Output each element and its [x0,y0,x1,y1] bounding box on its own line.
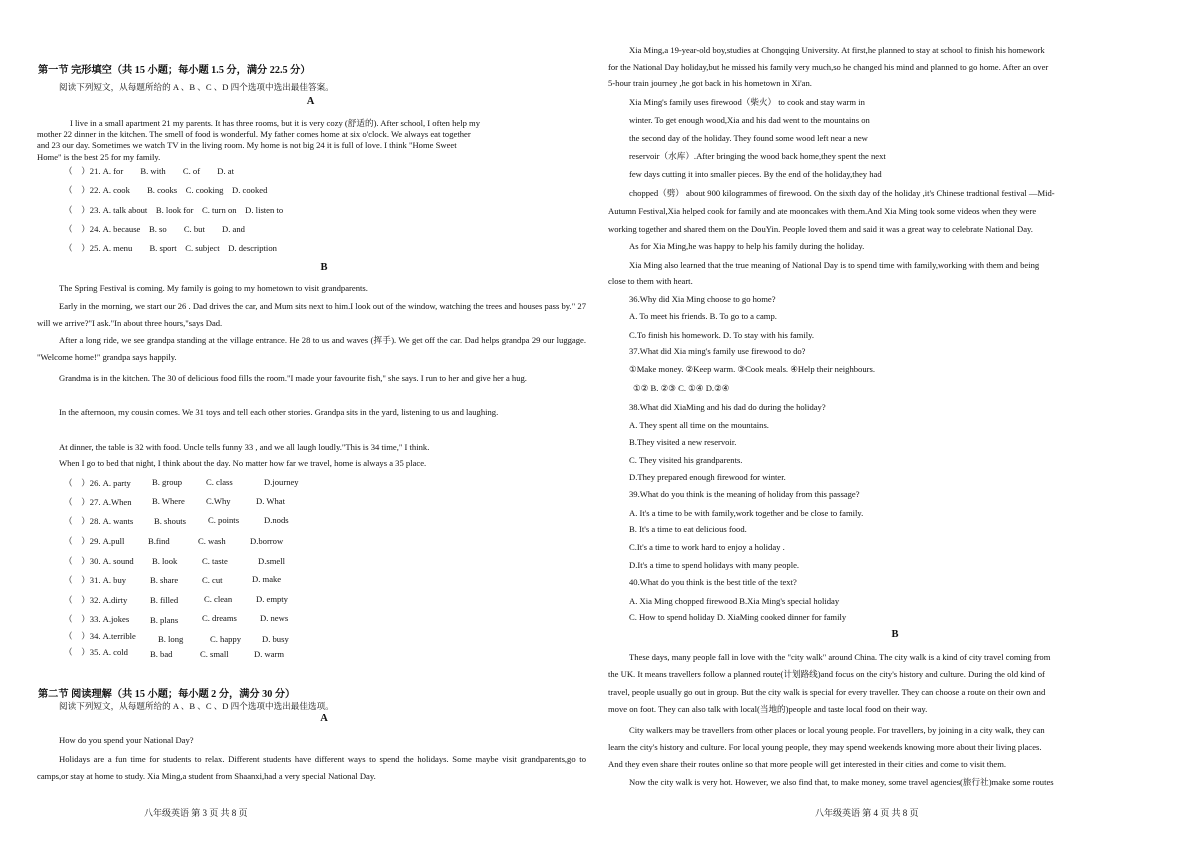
passage-b-line: move on foot. They can also talk with local(当地的)people and taste local food on their way. [608,704,928,714]
option-number: （ ）26. A. party [64,478,131,488]
story-line: 5-hour train journey ,he got back in his hometown in Xi'an. [608,78,812,88]
option-b: B.find [148,536,170,546]
option-number: （ ）35. A. cold [64,647,128,657]
option-d: D. What [256,496,285,506]
story-line: the second day of the holiday. They found some wood left near a new [629,133,868,143]
story-line: working together and shared them on the DouYin. People loved them and said it was a great way to celebrate National Day. [608,224,1033,234]
question-36: 36.Why did Xia Ming choose to go home? [629,294,776,304]
story-line: chopped（劈） about 900 kilogrammes of firewood. On the sixth day of the holiday ,it's Chinese tradtional festival —Mid- [629,188,1055,198]
question-21: （ ）21. A. for B. with C. of D. at [64,166,234,176]
option-number: （ ）27. A.When [64,497,132,507]
option-d: D.smell [258,556,285,566]
option-b: B. group [152,477,183,487]
passage-b-paragraph: Grandma is in the kitchen. The 30 of delicious food fills the room."I made your favourite fish," she says. I run to her and give her a hug. [59,373,527,383]
story-line: Xia Ming also learned that the true meaning of National Day is to spend time with family,working with them and being [629,260,1040,270]
story-line: for the National Day holiday,but he missed his family very much,so he changed his mind and planned to go home. After an over [608,62,1049,72]
option-b: B. Where [152,496,185,506]
option-number: （ ）34. A.terrible [64,631,136,641]
option-d: D.borrow [250,536,284,546]
option-c: C. dreams [202,613,237,623]
option-c: C.Why [206,496,231,506]
story-line: Xia Ming's family uses firewood（柴火） to cook and stay warm in [629,97,865,107]
passage-b-paragraph: When I go to bed that night, I think about the day. No matter how far we travel, home is always a 35 place. [59,458,427,468]
question-25: （ ）25. A. menu B. sport C. subject D. description [64,243,277,253]
option-d: D. warm [254,649,285,659]
passage-b-paragraph: Early in the morning, we start our 26 . Dad drives the car, and Mum sits next to him.I look out of the window, watching the trees and houses pass by." 27 will we arrive?"I ask."In about three hours,"says Dad. [37,301,586,329]
passage-b-line: City walkers may be travellers from other places or local young people. For travellers, by joining in a city walk, they can [629,725,1045,735]
passage-b-line: travel, people usually go out in group. But the city walk is special for every traveller. They can choose a route on their own and [608,687,1046,697]
question-line: B. It's a time to eat delicious food. [629,524,747,534]
option-number: （ ）33. A.jokes [64,614,130,624]
option-number: （ ）29. A.pull [64,536,125,546]
option-number: （ ）32. A.dirty [64,595,128,605]
story-line: Xia Ming,a 19-year-old boy,studies at Chongqing University. At first,he planned to stay at school to finish his homework [629,45,1045,55]
option-b: B. share [150,575,179,585]
question-37: 37.What did Xia ming's family use firewood to do? [629,346,806,356]
passage-a-line: and 23 our day. Sometimes we watch TV in the living room. My home is not big 24 it is full of love. I think "Home Sweet [37,140,457,150]
question-line: D.They prepared enough firewood for winter. [629,472,786,482]
question-line: A. Xia Ming chopped firewood B.Xia Ming's special holiday [629,596,840,606]
option-b: B. long [158,634,184,644]
passage-b-line: Now the city walk is very hot. However, we also find that, to make money, some travel agencies(旅行社)make some routes [629,777,1054,787]
option-c: C. class [206,477,233,487]
section2-question-line: How do you spend your National Day? [59,735,194,745]
option-d: D. busy [262,634,289,644]
section1-heading: 第一节 完形填空（共 15 小题；每小题 1.5 分，满分 22.5 分） [38,65,311,76]
story-line: Autumn Festival,Xia helped cook for family and ate mooncakes with them.And Xia Ming took some videos when they were [608,206,1037,216]
question-line: ①② B. ②③ C. ①④ D.②④ [633,383,730,393]
page-footer-right: 八年级英语 第 4 页 共 8 页 [815,808,919,818]
passage-a-line: Home" is the best 25 for my family. [37,152,161,162]
option-d: D.nods [264,515,289,525]
passage-b-line: learn the city's history and culture. For local young people, they may spend weekends knowing more about their living places. [608,742,1042,752]
question-line: A. They spent all time on the mountains. [629,420,769,430]
question-line: A. To meet his friends. B. To go to a camp. [629,311,777,321]
page-footer-left: 八年级英语 第 3 页 共 8 页 [144,808,248,818]
passage-b-paragraph: In the afternoon, my cousin comes. We 31 toys and tell each other stories. Grandpa sits in the yard, listening to us and laughing. [59,407,499,417]
section2-paragraph: Holidays are a fun time for students to relax. Different students have different ways to spend the holidays. Some maybe visit grandparents,go to camps,or stay at home to study. Xia Ming,a student from Shaanxi,had a very special National Day. [37,754,586,782]
question-line: C.It's a time to work hard to enjoy a holiday . [629,542,785,552]
option-c: C. cut [202,575,223,585]
option-d: D. empty [256,594,288,604]
question-line: D.It's a time to spend holidays with many people. [629,560,800,570]
passage-b-paragraph: At dinner, the table is 32 with food. Uncle tells funny 33 , and we all laugh loudly."This is 34 time," I think. [59,442,430,452]
option-b: B. shouts [154,516,186,526]
question-24: （ ）24. A. because B. so C. but D. and [64,224,245,234]
option-c: C. small [200,649,229,659]
passage-b-line: the UK. It means travellers follow a planned route(计划路线)and focus on the city's history and culture. During the old kind of [608,669,1045,679]
question-line: C.To finish his homework. D. To stay with his family. [629,330,814,340]
question-23: （ ）23. A. talk about B. look for C. turn on D. listen to [64,205,284,215]
option-number: （ ）31. A. buy [64,575,127,585]
question-line: C. How to spend holiday D. XiaMing cooked dinner for family [629,612,847,622]
option-d: D. news [260,613,289,623]
passage-b-line: These days, many people fall in love with the "city walk" around China. The city walk is a kind of city travel coming from [629,652,1051,662]
passage-a-label: A [306,96,315,107]
story-line: close to them with heart. [608,276,693,286]
question-22: （ ）22. A. cook B. cooks C. cooking D. cooked [64,185,268,195]
option-c: C. clean [204,594,233,604]
option-c: C. points [208,515,240,525]
section2-passage-a-label: A [320,713,328,724]
section2-heading: 第二节 阅读理解（共 15 小题；每小题 2 分，满分 30 分） [38,689,296,700]
option-number: （ ）28. A. wants [64,516,134,526]
passage-a-line: mother 22 dinner in the kitchen. The smell of food is wonderful. My father comes home at six o'clock. We always eat together [37,129,471,139]
right-passage-b-label: B [891,629,899,640]
option-b: B. bad [150,649,173,659]
question-line: C. They visited his grandparents. [629,455,743,465]
option-number: （ ）30. A. sound [64,556,134,566]
question-line: ①Make money. ②Keep warm. ③Cook meals. ④Help their neighbours. [629,364,876,374]
option-d: D.journey [264,477,299,487]
question-38: 38.What did XiaMing and his dad do during the holiday? [629,402,826,412]
passage-b-label: B [320,262,328,273]
question-39: 39.What do you think is the meaning of holiday from this passage? [629,489,860,499]
option-b: B. plans [150,615,179,625]
passage-b-paragraph: The Spring Festival is coming. My family is going to my hometown to visit grandparents. [59,283,368,293]
story-line: reservoir（水库）.After bringing the wood back home,they spent the next [629,151,886,161]
story-line: winter. To get enough wood,Xia and his dad went to the mountains on [629,115,870,125]
option-b: B. look [152,556,178,566]
passage-a-line: I live in a small apartment 21 my parents. It has three rooms, but it is very cozy (舒适的). After school, I often help my [70,118,481,128]
question-line: B.They visited a new reservoir. [629,437,737,447]
section1-instruction: 阅读下列短文，从每题所给的 A 、B 、C 、D 四个选项中选出最佳答案。 [59,82,334,92]
section2-instruction: 阅读下列短文，从每题所给的 A 、B 、C 、D 四个选项中选出最佳选项。 [59,701,334,711]
question-40: 40.What do you think is the best title of the text? [629,577,797,587]
option-d: D. make [252,574,282,584]
option-c: C. happy [210,634,242,644]
question-line: A. It's a time to be with family,work together and be close to family. [629,508,864,518]
option-b: B. filled [150,595,179,605]
story-line: few days cutting it into smaller pieces. By the end of the holiday,they had [629,169,882,179]
passage-b-paragraph: After a long ride, we see grandpa standing at the village entrance. He 28 to us and waves (挥手). We get off the car. Dad helps grandpa 29 our luggage. "Welcome home!" grandpa says happily. [37,335,586,363]
option-c: C. taste [202,556,228,566]
passage-b-line: And they even share their routes online so that more people will get interested in their cities and come to visit them. [608,759,1007,769]
option-c: C. wash [198,536,226,546]
story-line: As for Xia Ming,he was happy to help his family during the holiday. [629,241,865,251]
